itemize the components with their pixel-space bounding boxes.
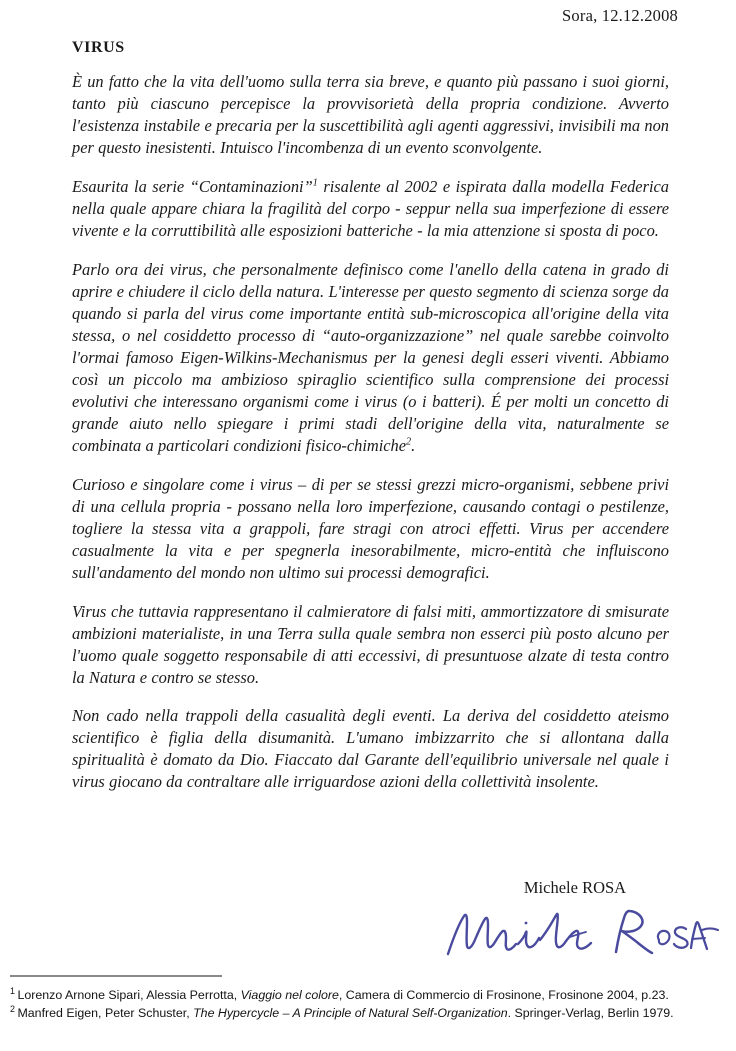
footnote-1-publication: , Camera di Commercio di Frosinone, Frosinone 2004, p.23. [338, 988, 669, 1002]
document-body [72, 38, 669, 794]
paragraph-2 [72, 176, 669, 242]
paragraph-2-text-before-footnote: Esaurita la serie “Contaminazioni” [72, 176, 313, 196]
paragraph-3-text-after-footnote: . [411, 436, 416, 456]
footnote-reference-2[interactable]: 2 [406, 436, 412, 448]
footnotes [10, 986, 724, 1022]
footnote-2-authors: Manfred Eigen, Peter Schuster, [17, 1006, 194, 1021]
footnote-1-title: Viaggio nel colore [240, 988, 339, 1002]
page-title: VIRUS [72, 39, 125, 56]
footnote-1-authors: Lorenzo Arnone Sipari, Alessia Perrotta, [17, 988, 241, 1002]
signature-name: Michele ROSA [523, 878, 627, 897]
footnote-separator [10, 975, 222, 977]
footnote-2-publication: . Springer-Verlag, Berlin 1979. [507, 1006, 674, 1021]
paragraph-3 [72, 259, 669, 458]
footnote-reference-1[interactable]: 1 [312, 177, 318, 189]
footnote-1-number: 1 [10, 985, 15, 996]
paragraph-2-text-after-footnote: risalente al 2002 e ispirata dalla modella Federica nella quale appare chiara la fragilità del corpo - seppur nella sua imperfezione di essere vivente e la corruttibilità alle esposizioni batteriche - la mia attenzione si sposta di poco. [72, 176, 669, 241]
handwritten-signature [430, 902, 720, 962]
footnote-2-number: 2 [10, 1004, 15, 1015]
footnote-2-title: The Hypercycle – A Principle of Natural Self-Organization [193, 1006, 508, 1021]
document-date: Sora, 12.12.2008 [562, 6, 678, 25]
paragraph-5: Virus che tuttavia rappresentano il calmieratore di falsi miti, ammortizzatore di smisurate ambizioni materialiste, in una Terra sulla quale sembra non esserci più posto alcuno per l'uomo quale soggetto responsabile di atti eccessivi, di presuntuose alzate di testa contro la Natura e contro se stesso. [72, 601, 669, 687]
paragraph-3-text-before-footnote: Parlo ora dei virus, che personalmente definisco come l'anello della catena in grado di aprire e chiudere il ciclo della natura. L'interesse per questo segmento di scienza sorge da quando si parla del virus come importante entità sub-microscopica all'origine della vita stessa, o nel cosiddetto processo di “auto-organizzazione” nel quale sarebbe coinvolto l'ormai famoso Eigen-Wilkins-Mechanismus per la genesi degli esseri viventi. Abbiamo così un piccolo ma ambizioso spiraglio scientifico sulla comprensione dei processi evolutivi che interessano organismi come i virus (o i batteri). É per molti un concetto di grande aiuto nello spiegare i primi stadi dell'origine della vita, naturalmente se combinata a particolari condizioni fisico-chimiche [72, 259, 669, 456]
footnote-2 [10, 1004, 724, 1022]
paragraph-6: Non cado nella trappoli della casualità degli eventi. La deriva del cosiddetto ateismo scientifico è figlia della disumanità. L'umano imbizzarrito che si allontana dalla spiritualità è domato da Dio. Fiaccato dal Garante dell'equilibrio universale nel quale i virus giocano da contraltare alle irriguardose azioni della collettività insolente. [72, 706, 669, 792]
signature-block [430, 878, 720, 962]
paragraph-1: È un fatto che la vita dell'uomo sulla terra sia breve, e quanto più passano i suoi giorni, tanto più ciascuno percepisce la provvisorietà della propria condizione. Avverto l'esistenza instabile e precaria per la suscettibilità agli agenti aggressivi, invisibili ma non per questo inesistenti. Intuisco l'incombenza di un evento sconvolgente. [72, 72, 669, 158]
footnote-1 [10, 986, 724, 1004]
paragraph-4: Curioso e singolare come i virus – di per se stessi grezzi micro-organismi, sebbene privi di una cellula propria - possano nella loro imperfezione, causando contagi o pestilenze, togliere la stessa vita a grappoli, fare stragi con atroci effetti. Virus per accendere casualmente la vita e per spegnerla inesorabilmente, micro-entità che influiscono sull'andamento del mondo non ultimo sui processi demografici. [72, 474, 669, 582]
